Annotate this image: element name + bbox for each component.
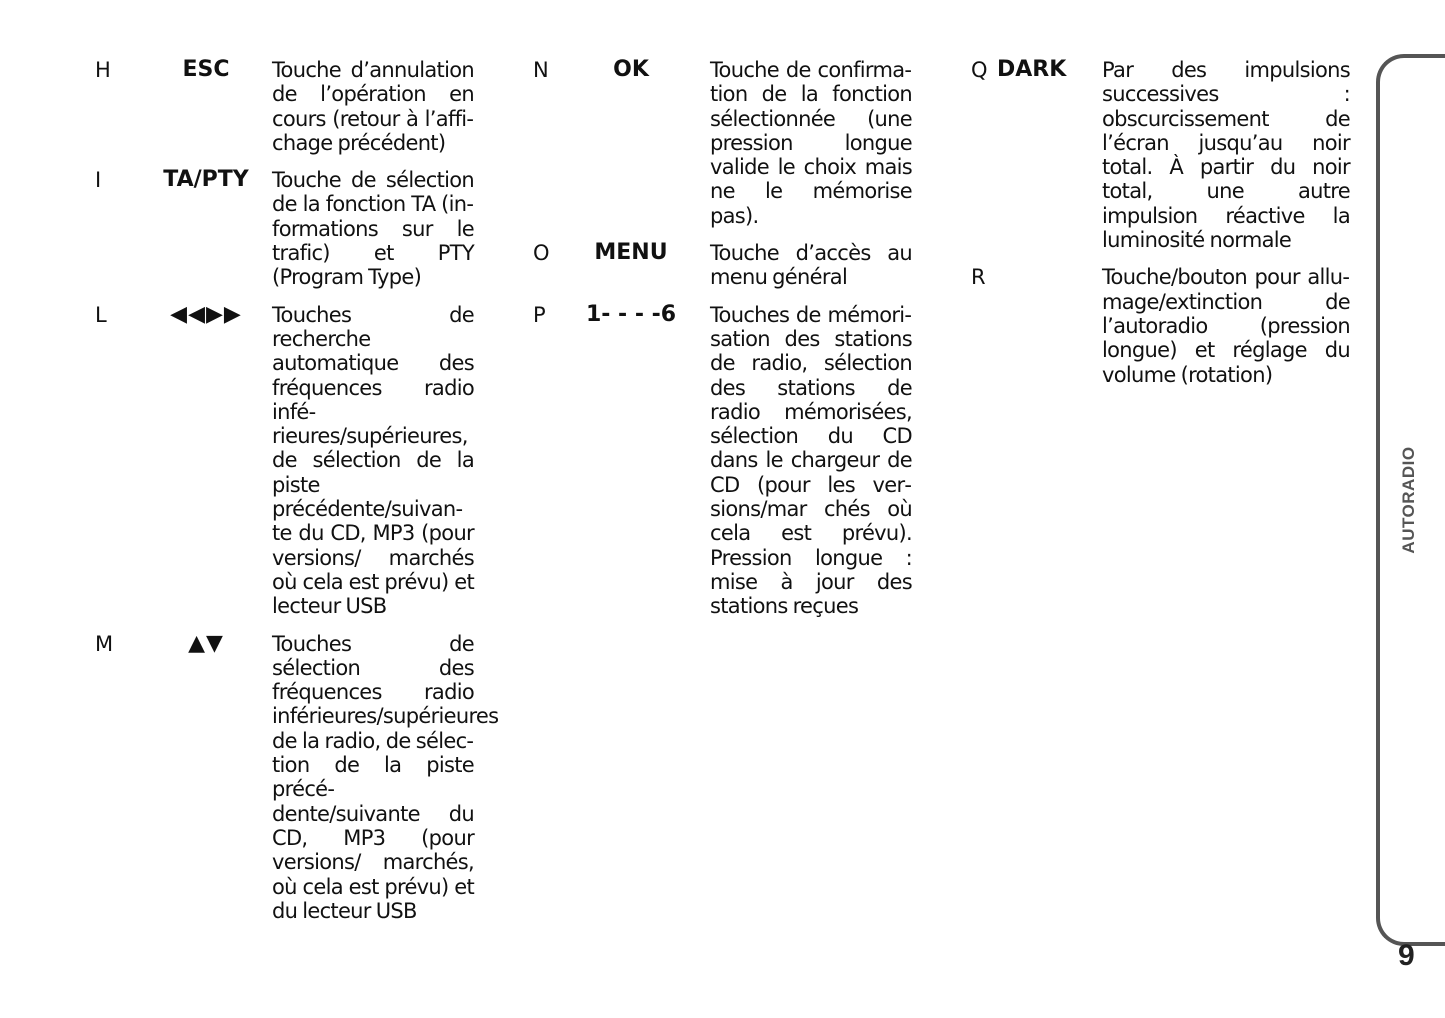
entry-letter: N bbox=[533, 58, 549, 82]
section-tab-label: AUTORADIO bbox=[1398, 446, 1418, 554]
entry-description: Touche de confirmation de la fonction sélectionnée (une pression longue valide le choix mais ne le mémorise pas). bbox=[710, 58, 912, 228]
entry-letter: P bbox=[533, 302, 546, 327]
key-name: DARK bbox=[997, 57, 1067, 82]
entry-i bbox=[95, 168, 475, 289]
key-name: OK bbox=[613, 57, 649, 82]
entry-q bbox=[971, 58, 1351, 252]
entry-o bbox=[533, 241, 913, 290]
entry-letter: R bbox=[971, 265, 986, 290]
entry-letter: M bbox=[95, 631, 114, 656]
entry-letter: O bbox=[533, 241, 550, 266]
entry-l bbox=[95, 303, 475, 619]
entry-letter: H bbox=[95, 58, 111, 82]
key-name: ESC bbox=[182, 57, 230, 82]
entry-n bbox=[533, 58, 913, 228]
column-1 bbox=[95, 57, 499, 923]
entry-letter: Q bbox=[971, 58, 988, 82]
entry-p bbox=[533, 303, 913, 619]
entry-description: Touche/bouton pour allumage/extinction de l’autoradio (pression longue) et réglage du volume (rotation) bbox=[1102, 265, 1350, 387]
entry-h bbox=[95, 58, 475, 155]
key-name: MENU bbox=[594, 240, 668, 266]
entry-letter: L bbox=[95, 302, 107, 327]
entry-description: Touches de recherche automatique des fréquences radio inférieures/supérieures, de sélection de la piste précédente/suivante du CD, MP3 (pour versions/ marchés où cela est prévu) et lecteur USB bbox=[272, 302, 474, 619]
entry-description: Touches de sélection des fréquences radio inférieures/supérieures de la radio, de sélection de la piste précédente/suivante du CD, MP3 (pour versions/ marchés, où cela est prévu) et du lecteur USB bbox=[272, 631, 499, 923]
entry-description: Touches de mémorisation des stations de radio, sélection des stations de radio mémorisées, sélection du CD dans le chargeur de CD (pour les versions/mar chés où cela est prévu). Pression longue : mise à jour des stations reçues bbox=[710, 302, 912, 619]
entry-description: Par des impulsions successives : obscurcissement de l’écran jusqu’au noir total. À partir du noir total, une autre impulsion réactive la luminosité normale bbox=[1102, 58, 1350, 253]
key-name: TA/PTY bbox=[163, 167, 249, 193]
entry-letter: I bbox=[95, 168, 102, 193]
column-3 bbox=[971, 58, 1351, 387]
entry-description: Touche d’annulation de l’opération en cours (retour à l’affichage précédent) bbox=[272, 58, 474, 155]
seek-arrows-icon: ◀◀▶▶ bbox=[170, 301, 242, 327]
entry-description: Touche de sélection de la fonction TA (informations sur le trafic) et PTY (Program Type) bbox=[272, 168, 474, 290]
entry-r bbox=[971, 265, 1351, 386]
entry-m bbox=[95, 630, 499, 924]
key-name: 1- - - -6 bbox=[585, 301, 677, 327]
entry-description: Touche d’accès au menu général bbox=[710, 241, 912, 290]
page-number: 9 bbox=[1398, 939, 1415, 972]
up-down-arrows-icon: ▲▼ bbox=[188, 630, 224, 656]
column-2 bbox=[533, 58, 913, 619]
